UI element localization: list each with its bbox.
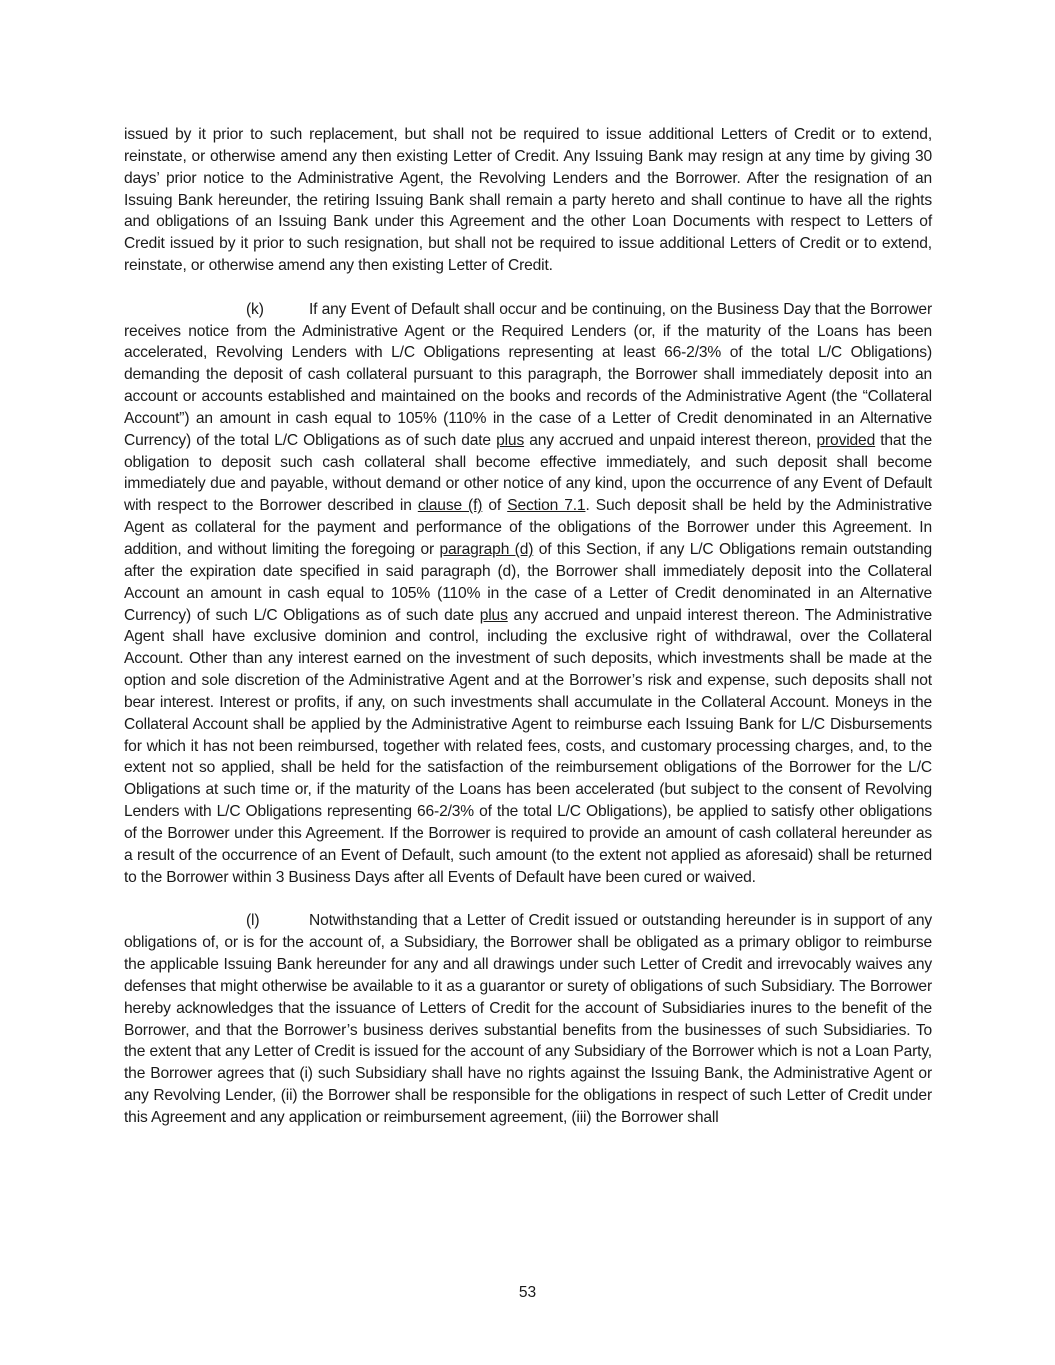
paragraph-text: any accrued and unpaid interest thereon, [524,431,817,449]
paragraph-continuation [124,124,932,277]
underlined-term: plus [479,606,508,624]
paragraph-text: of this Section, if any L/C Obligations remain outstanding after the expiration date specified in said paragraph (d), the Borrower shall immediately deposit into the Collateral Account an amount in cash equal to 105% (110% in the case of a Letter of Credit denominated in an Alternative Currency) of such L/C Obligations as of such date [124,540,932,624]
page-number: 53 [518,1284,537,1301]
underlined-term: plus [496,431,525,449]
paragraph-text: that the obligation to deposit such cash collateral shall become effective immediately, and such deposit shall become immediately due and payable, without demand or other notice of any kind, upon the occurrence of any Event of Default with respect to the Borrower described in [124,431,932,515]
underlined-term: paragraph (d) [439,540,534,558]
document-body [124,124,932,1151]
underlined-term: Section 7.1 [507,497,586,515]
paragraph-text: issued by it prior to such replacement, but shall not be required to issue additional Letters of Credit or to extend, reinstate, or otherwise amend any then existing Letter of Credit. Any Issuing Bank may resign at any time by giving 30 days’ prior notice to the Administrative Agent, the Revolving Lenders and the Borrower. After the resignation of an Issuing Bank hereunder, the retiring Issuing Bank shall remain a party hereto and shall continue to have all the rights and obligations of an Issuing Bank under this Agreement and the other Loan Documents with respect to Letters of Credit issued by it prior to such resignation, but shall not be required to issue additional Letters of Credit or to extend, reinstate, or otherwise amend any then existing Letter of Credit. [124,126,932,275]
paragraph-k [124,299,932,889]
paragraph-label: (k) [246,300,264,318]
paragraph-text: any accrued and unpaid interest thereon. The Administrative Agent shall have exclusive dominion and control, including the exclusive right of withdrawal, over the Collateral Account. Other than any interest earned on the investment of such deposits, which investments shall be made at the option and sole discretion of the Administrative Agent and at the Borrower’s risk and expense, such deposits shall not bear interest. Interest or profits, if any, on such investments shall accumulate in the Collateral Account. Moneys in the Collateral Account shall be applied by the Administrative Agent to reimburse each Issuing Bank for L/C Disbursements for which it has not been reimbursed, together with related fees, costs, and customary processing charges, and, to the extent not so applied, shall be held for the satisfaction of the reimbursement obligations of the Borrower for the L/C Obligations at such time or, if the maturity of the Loans has been accelerated (but subject to the consent of Revolving Lenders with L/C Obligations representing 66-2/3% of the total L/C Obligations), be applied to satisfy other obligations of the Borrower under this Agreement. If the Borrower is required to provide an amount of cash collateral hereunder as a result of the occurrence of an Event of Default, such amount (to the extent not applied as aforesaid) shall be returned to the Borrower within 3 Business Days after all Events of Default have been cured or waived. [124,606,932,886]
underlined-term: provided [816,431,876,449]
paragraph-text: of [482,497,508,515]
paragraph-text: If any Event of Default shall occur and be continuing, on the Business Day that the Borrower receives notice from the Administrative Agent or the Required Lenders (or, if the maturity of the Loans has been accelerated, Revolving Lenders with L/C Obligations representing at least 66-2/3% of the total L/C Obligations) demanding the deposit of cash collateral pursuant to this paragraph, the Borrower shall immediately deposit into an account or accounts established and maintained on the books and records of the Administrative Agent (the “Collateral Account”) an amount in cash equal to 105% (110% in the case of a Letter of Credit denominated in an Alternative Currency) of the total L/C Obligations as of such date [124,300,932,449]
paragraph-text: . Such deposit shall be held by the Administrative Agent as collateral for the payment and performance of the obligations of the Borrower under this Agreement. In addition, and without limiting the foregoing or [124,497,932,558]
underlined-term: clause (f) [417,497,483,515]
paragraph-text: Notwithstanding that a Letter of Credit issued or outstanding hereunder is in support of any obligations of, or is for the account of, a Subsidiary, the Borrower shall be obligated as a primary obligor to reimburse the applicable Issuing Bank hereunder for any and all drawings under such Letter of Credit and irrevocably waives any defenses that might otherwise be available to it as a guarantor or surety of obligations of such Subsidiary. The Borrower hereby acknowledges that the issuance of Letters of Credit for the account of Subsidiaries inures to the benefit of the Borrower, and that the Borrower’s business derives substantial benefits from the businesses of such Subsidiaries. To the extent that any Letter of Credit is issued for the account of any Subsidiary of the Borrower which is not a Loan Party, the Borrower agrees that (i) such Subsidiary shall have no rights against the Issuing Bank, the Administrative Agent or any Revolving Lender, (ii) the Borrower shall be responsible for the obligations in respect of such Letter of Credit under this Agreement and any application or reimbursement agreement, (iii) the Borrower shall [124,912,932,1126]
paragraph-l [124,910,932,1128]
paragraph-label: (l) [246,912,260,930]
